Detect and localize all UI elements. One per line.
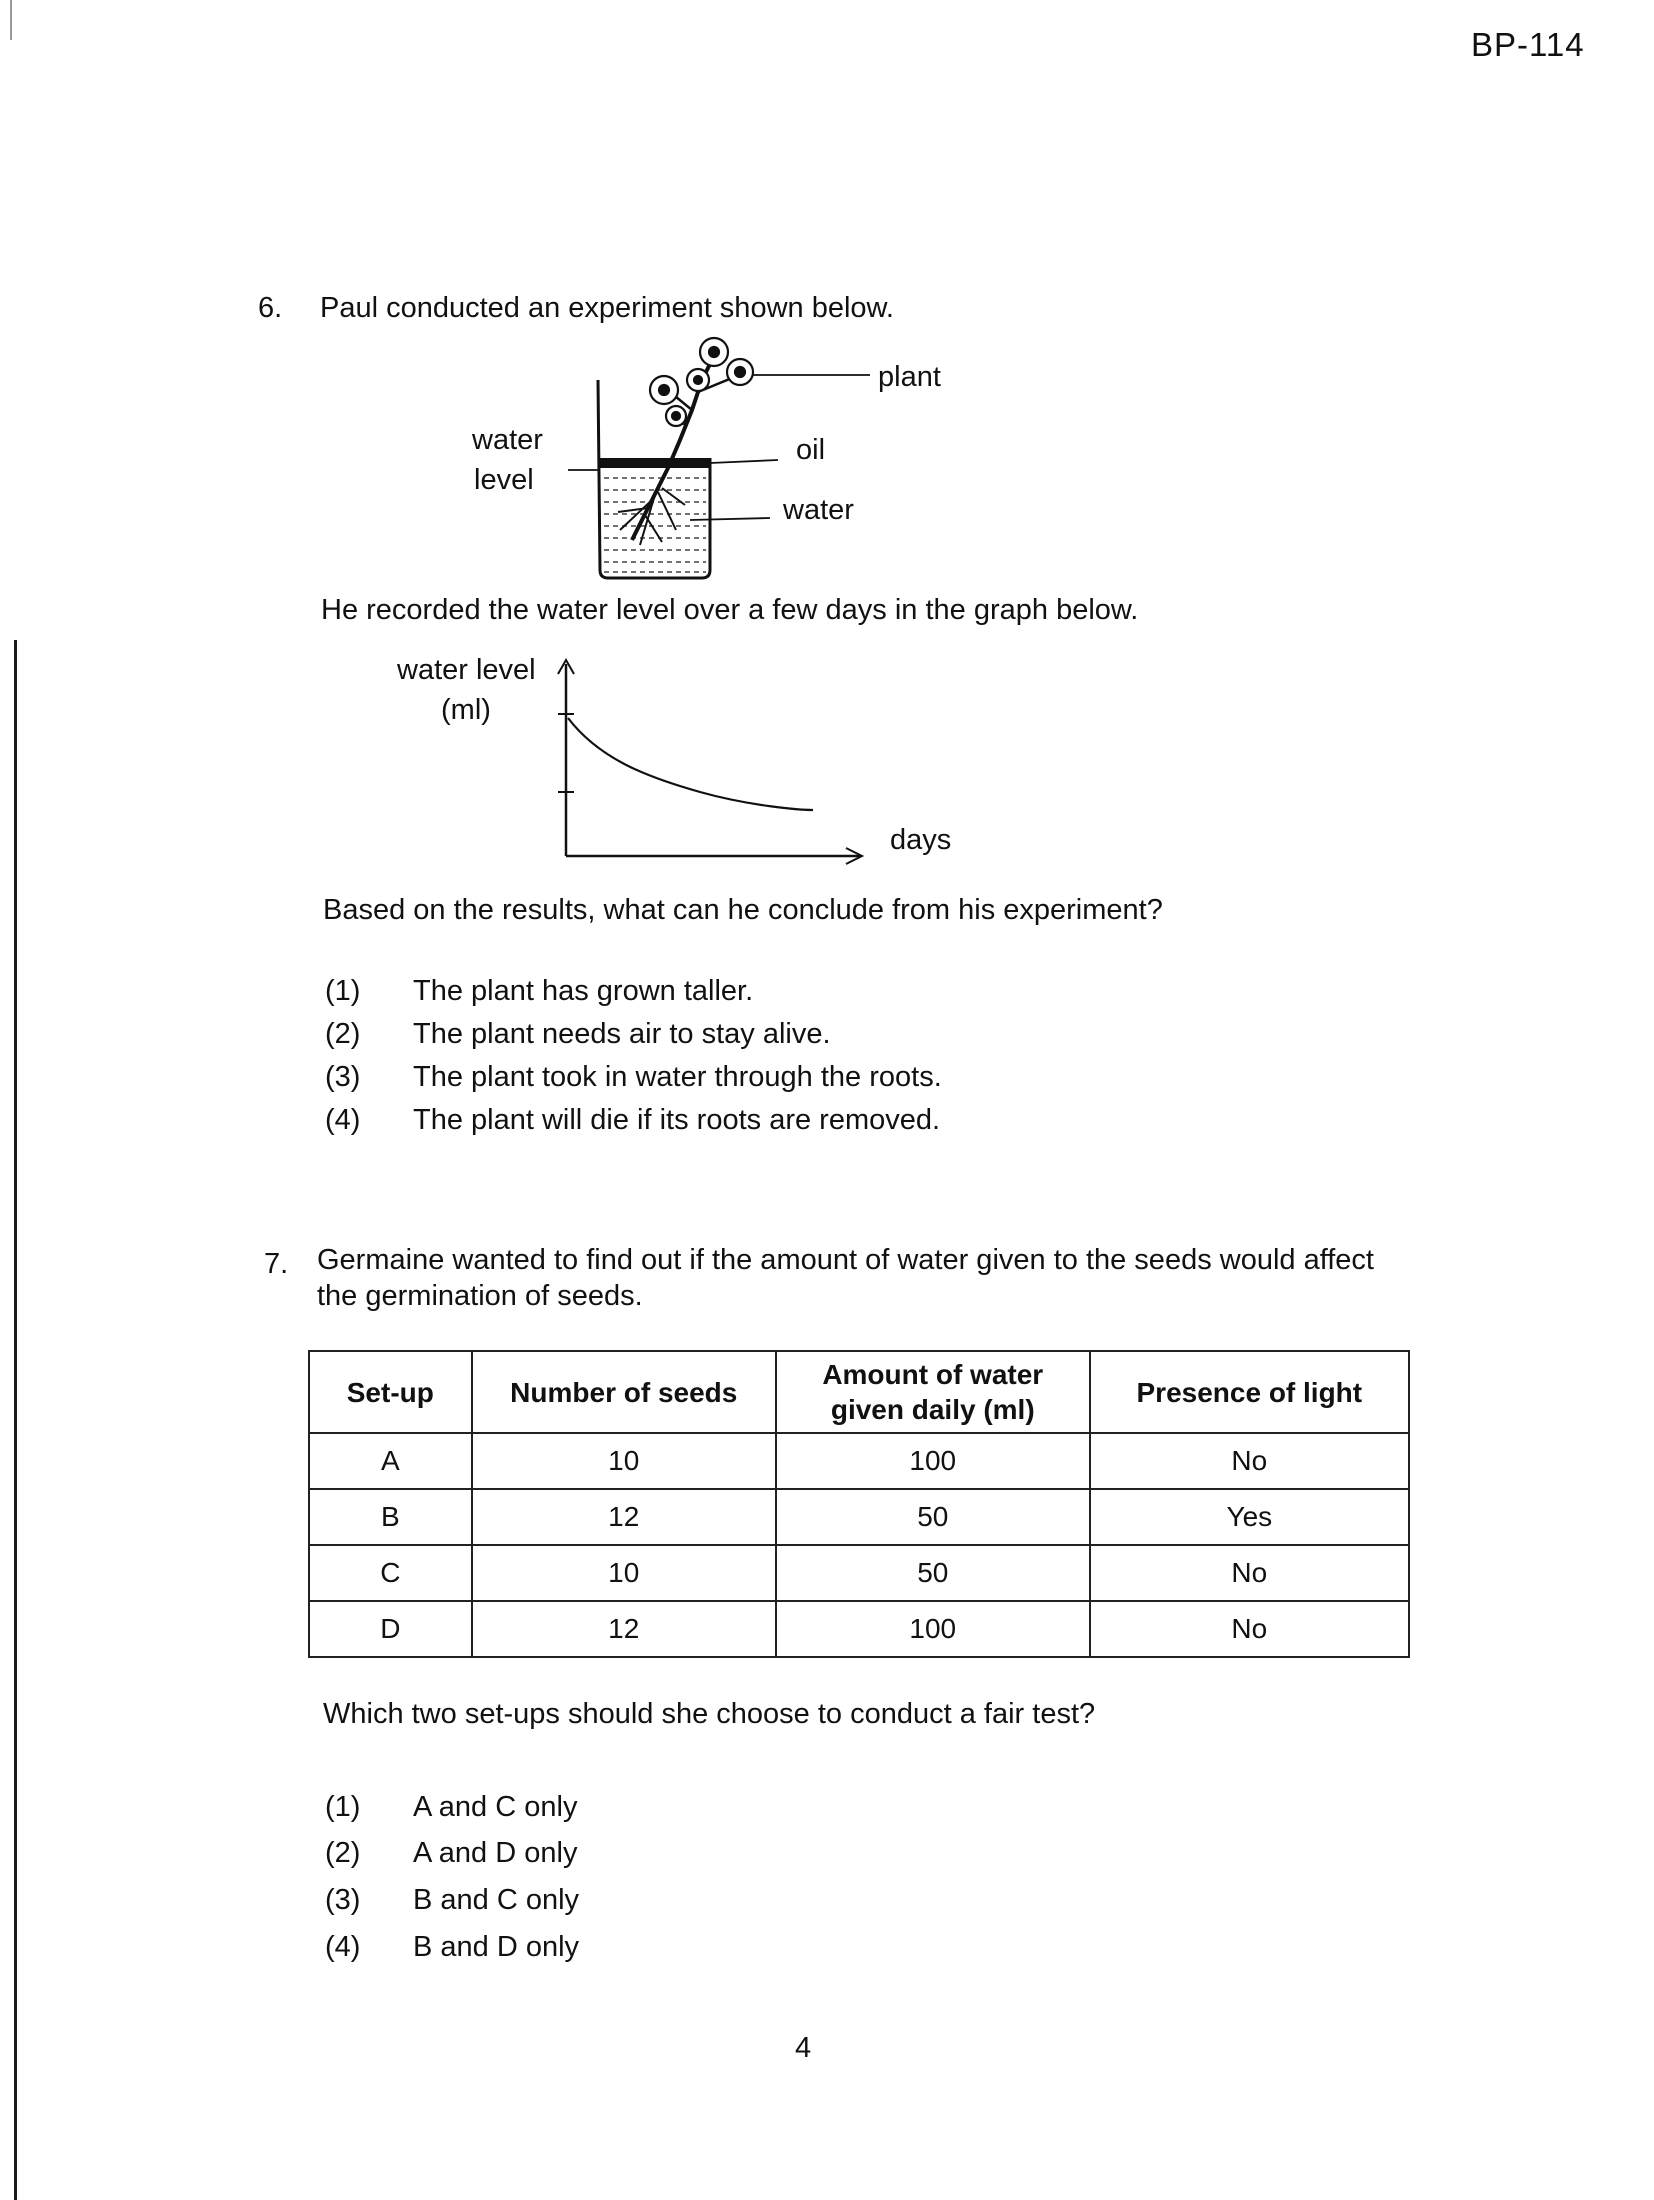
q7-intro-line2: the germination of seeds. — [317, 1280, 643, 1312]
cell-water: 50 — [776, 1489, 1090, 1545]
scan-edge-bar — [14, 640, 17, 2200]
cell-setup: D — [309, 1601, 472, 1657]
option-text: A and C only — [413, 1791, 578, 1823]
cell-setup: A — [309, 1433, 472, 1489]
label-plant: plant — [878, 361, 941, 393]
q6-option-1[interactable] — [325, 975, 753, 1008]
cell-water: 100 — [776, 1433, 1090, 1489]
label-water-level-1: water — [472, 424, 543, 456]
option-number: (4) — [325, 1931, 361, 1963]
q7-option-2[interactable] — [325, 1837, 577, 1870]
table-header-row — [309, 1351, 1409, 1433]
scan-edge-mark — [10, 0, 12, 40]
oil-layer — [600, 458, 710, 468]
label-water: water — [783, 494, 854, 526]
q7-intro-line1: Germaine wanted to find out if the amount of water given to the seeds would affect — [317, 1244, 1374, 1276]
setup-table — [308, 1350, 1410, 1658]
header-setup: Set-up — [309, 1351, 472, 1433]
q6-option-4[interactable] — [325, 1104, 940, 1137]
cell-water: 50 — [776, 1545, 1090, 1601]
cell-seeds: 10 — [472, 1545, 776, 1601]
header-presence-of-light: Presence of light — [1090, 1351, 1409, 1433]
option-number: (3) — [325, 1884, 361, 1916]
cell-light: Yes — [1090, 1489, 1409, 1545]
cell-setup: C — [309, 1545, 472, 1601]
graph-y-label-1: water level — [397, 654, 536, 686]
table-row — [309, 1601, 1409, 1657]
header-number-of-seeds: Number of seeds — [472, 1351, 776, 1433]
header-amount-of-water: Amount of water given daily (ml) — [776, 1351, 1090, 1433]
q6-option-3[interactable] — [325, 1061, 942, 1094]
q7-number: 7. — [264, 1248, 289, 1280]
table-row — [309, 1433, 1409, 1489]
q6-graph-intro: He recorded the water level over a few days in the graph below. — [321, 594, 1139, 626]
q7-question: Which two set-ups should she choose to conduct a fair test? — [323, 1698, 1096, 1730]
cell-light: No — [1090, 1601, 1409, 1657]
cell-seeds: 12 — [472, 1601, 776, 1657]
option-number: (1) — [325, 1791, 361, 1823]
option-number: (2) — [325, 1018, 361, 1050]
page-code: BP-114 — [1471, 26, 1585, 63]
cell-setup: B — [309, 1489, 472, 1545]
cell-light: No — [1090, 1545, 1409, 1601]
q6-intro: Paul conducted an experiment shown below. — [320, 292, 894, 324]
q7-option-1[interactable] — [325, 1791, 577, 1824]
label-water-level-2: level — [474, 464, 534, 496]
water-level-curve — [568, 718, 813, 810]
option-text: The plant needs air to stay alive. — [413, 1018, 831, 1050]
cell-seeds: 10 — [472, 1433, 776, 1489]
table-row — [309, 1545, 1409, 1601]
option-text: B and D only — [413, 1931, 580, 1963]
option-number: (1) — [325, 975, 361, 1007]
q6-number: 6. — [258, 292, 283, 324]
option-text: The plant took in water through the roots. — [413, 1061, 942, 1093]
q7-option-4[interactable] — [325, 1931, 579, 1964]
plant-flowers — [650, 338, 753, 426]
q7-option-3[interactable] — [325, 1884, 579, 1917]
q6-question: Based on the results, what can he conclude from his experiment? — [323, 894, 1163, 926]
graph-x-label: days — [890, 824, 952, 856]
graph-y-label-2: (ml) — [441, 694, 491, 726]
option-text: A and D only — [413, 1837, 578, 1869]
page-number: 4 — [795, 2032, 812, 2064]
water-level-graph — [540, 650, 880, 880]
option-number: (3) — [325, 1061, 361, 1093]
table-row — [309, 1489, 1409, 1545]
option-number: (4) — [325, 1104, 361, 1136]
option-number: (2) — [325, 1837, 361, 1869]
cell-seeds: 12 — [472, 1489, 776, 1545]
cell-water: 100 — [776, 1601, 1090, 1657]
option-text: The plant has grown taller. — [413, 975, 754, 1007]
label-oil: oil — [796, 434, 826, 466]
option-text: The plant will die if its roots are removed. — [413, 1104, 941, 1136]
cell-light: No — [1090, 1433, 1409, 1489]
option-text: B and C only — [413, 1884, 580, 1916]
q6-option-2[interactable] — [325, 1018, 831, 1051]
